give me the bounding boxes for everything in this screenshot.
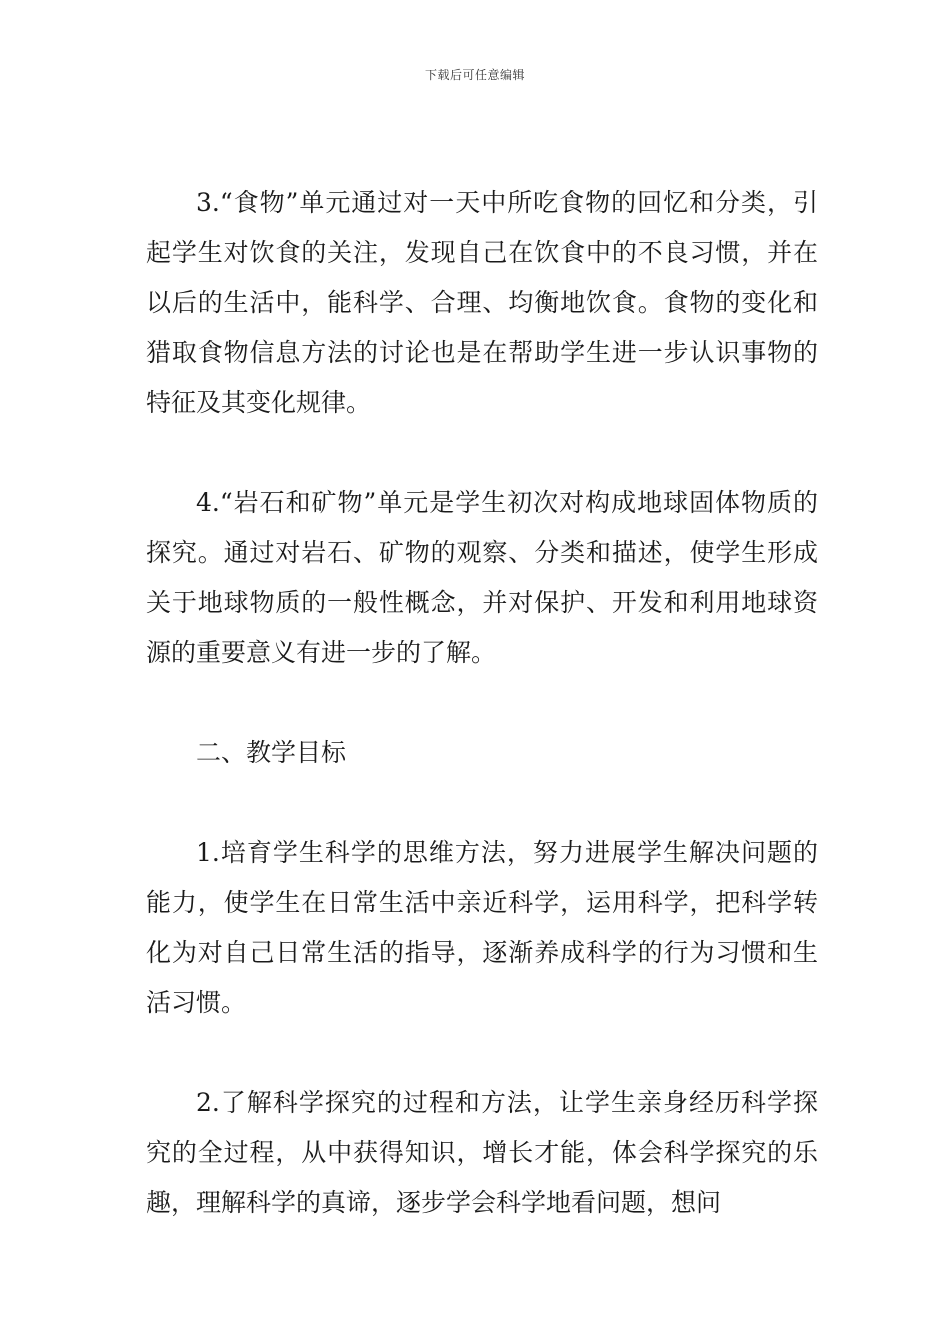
paragraph-gap [146,428,818,478]
paragraph-gap [146,1028,818,1078]
paragraph-goal-2: 2.了解科学探究的过程和方法，让学生亲身经历科学探究的全过程，从中获得知识，增长才能，体会科学探究的乐趣，理解科学的真谛，逐步学会科学地看问题，想问 [146,1088,818,1217]
paragraph-gap [146,778,818,828]
page-header: 下载后可任意编辑 [424,68,525,82]
paragraph-gap [146,678,818,728]
paragraph-rocks-unit: 4.“岩石和矿物”单元是学生初次对构成地球固体物质的探究。通过对岩石、矿物的观察、分类和描述，使学生形成关于地球物质的一般性概念，并对保护、开发和利用地球资源的重要意义有进一步的了解。 [146,488,818,667]
document-body [146,178,818,1228]
paragraph-food-unit: 3.“食物”单元通过对一天中所吃食物的回忆和分类，引起学生对饮食的关注，发现自己在饮食中的不良习惯，并在以后的生活中，能科学、合理、均衡地饮食。食物的变化和猎取食物信息方法的讨论也是在帮助学生进一步认识事物的特征及其变化规律。 [146,188,818,417]
section-heading-teaching-goals: 二、教学目标 [196,738,347,767]
paragraph-goal-1: 1.培育学生科学的思维方法，努力进展学生解决问题的能力，使学生在日常生活中亲近科学，运用科学，把科学转化为对自己日常生活的指导，逐渐养成科学的行为习惯和生活习惯。 [146,838,818,1017]
